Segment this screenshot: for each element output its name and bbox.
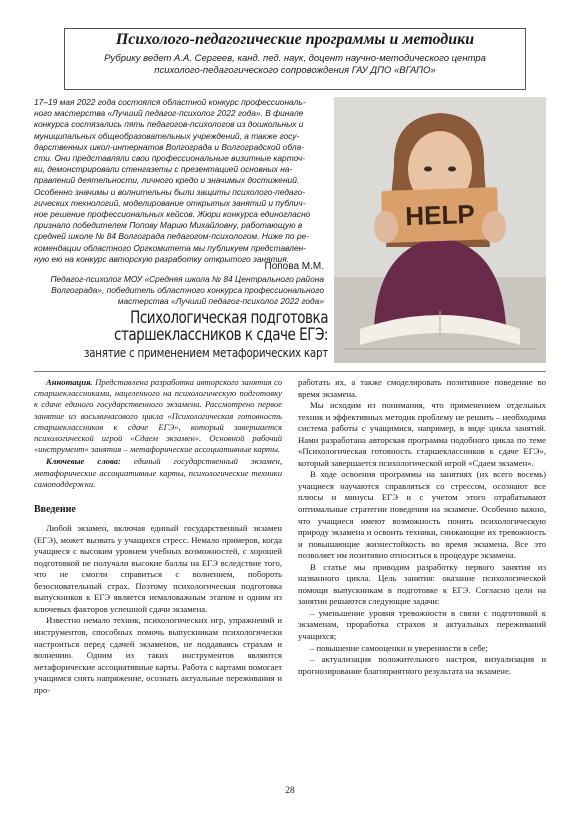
body-paragraph: Мы исходим из понимания, что применением отдельных техник и эффективных методик проблему не решить – необходима система работы с учащимися, например, в виде цикла занятий. Нами разработана авторская программа подобного цикла по теме «Психологическая готовность старшеклассников к сдаче ЕГЭ», который завершается психологической игрой «Сдаем экзамен». (298, 400, 546, 468)
author-name: Попова М.М. (264, 261, 324, 272)
photo-illustration (334, 97, 546, 363)
body-paragraph: В статье мы приводим разработку первого занятия из названного цикла. Цель занятия: оказание психологической помощи выпускникам в подготовке к ЕГЭ. Согласно цели на занятии решаются следующие задачи: (298, 561, 546, 607)
task-list-item: – повышение самооценки и уверенности в себе; (310, 642, 488, 653)
author-affiliation: Педагог-психолог МОУ «Средняя школа № 84 Центрального района Волгограда», победитель областного конкурса профессионального мастерства «Лучший педагог-психолог 2022 года» (50, 274, 324, 306)
left-column (34, 377, 282, 696)
keywords-label: Ключевые слова: (46, 456, 121, 467)
task-list-item: – уменьшение уровня тревожности в связи с подготовкой к экзаменам, проработка страхов и актуальных переживаний учащихся; (298, 607, 546, 642)
section-heading-introduction: Введение (34, 504, 76, 516)
photo-eye-left (424, 167, 432, 172)
intro-paragraph: 17–19 мая 2022 года состоялся областной конкурс профессиональ- ного мастерства «Лучший педагог-психолог 2022 года». В финале конкурса состязались пять педагогов-психологов из дошкольных и муниципальных общеобразовательных учреждений, а также госу- дарственных школ-интернатов Волгограда и Волгоградской обла- сти. Они представляли свои профессиональные визитные карточ- ки, демонстрировали стенгазеты с презентацией основных на- правлений деятельности, личного кредо и значимых достижений. Особенно значимы и волнительны были защиты психолого-педаго- гических технологий, моделирование открытых занятий и публич- ное решение профессиональных кейсов. Жюри конкурса единогласно признало победителем Попову Марию Михайловну, работающую в средней школе № 84 Волгограда педагогом-психологом. Ниже по ре- комендации областного Оргкомитета мы публикуем представлен- ную ею на конкурс авторскую разработку открытого занятия. (34, 97, 311, 264)
annotation-label: Аннотация. (46, 377, 93, 387)
article-subtitle: занятие с применением метафорических карт (83, 346, 328, 360)
body-paragraph: работать их, а также смоделировать позитивное поведение во время экзамена. (298, 377, 546, 399)
keywords (34, 456, 282, 490)
student-help-photo (334, 97, 546, 363)
rubric-subtitle-line1: Рубрику ведет А.А. Сергеев, канд. пед. наук, доцент научно-методического центра (104, 53, 486, 64)
rubric-subtitle (65, 53, 525, 77)
page-number: 28 (285, 786, 295, 796)
photo-eye-right (448, 167, 456, 172)
photo-help-text: HELP (404, 198, 476, 232)
task-list-item: – актуализация положительного настроя, визуализация и прогнозирование благоприятного результата на экзамене. (298, 654, 546, 676)
article-title: Психологическая подготовка старшеклассников к сдаче ЕГЭ: (114, 308, 328, 344)
rubric-title: Психолого-педагогические программы и методики (115, 31, 475, 48)
right-column (298, 377, 546, 677)
keywords-text: единый государственный экзамен, метафорические ассоциативные карты, психологические техники самоподдержки. (34, 456, 282, 489)
photo-hand-left (374, 211, 398, 243)
rubric-header (64, 28, 526, 90)
section-divider (34, 371, 546, 372)
body-paragraph: В ходе освоения программы на занятиях (их всего восемь) учащиеся научаются справляться со стрессом, осознают все плюсы и минусы ЕГЭ и с учетом этого отрабатывают оптимальные стратегии поведения на экзамене. Особенно важно, что учащиеся имеют возможность понять психологическую природу экзамена и освоить техники, снижающие их тревожность и повышающие жизнестойкость во время экзамена. Все это позволяет им позитивно относиться к процедуре экзамена. (298, 469, 546, 561)
annotation-text: Представлена разработка авторского занятия со старшеклассниками, нацеленного на психологическую подготовку к сдаче единого государственного экзамена. Рассмотрено первое занятие из восьмичасового цикла «Психологическая готовность старшеклассников к сдаче ЕГЭ», который завершается психологической игрой «Сдаем экзамен». Основной рабочий «инструмент» занятия – метафорические ассоциативные карты. (34, 377, 282, 455)
photo-hand-right (482, 211, 506, 243)
body-paragraph: Известно немало техник, психологических игр, упражнений и инструментов, способных помочь выпускникам психологически настроиться перед сдачей экзаменов, не поддаваясь страхам и волнению. Одним из таких инструментов являются метафорические ассоциативные карты. Работа с картами помогает учащимся снять напряжение, осознать актуальные переживания и про- (34, 615, 282, 695)
annotation (34, 377, 282, 455)
body-paragraph: Любой экзамен, включая единый государственный экзамен (ЕГЭ), может вызвать у учащихся стресс. Немало примеров, когда учащиеся с высоким уровнем учебных возможностей, с хорошей подготовкой не получали высокие баллы на ЕГЭ вследствие того, что не смогли справиться с волнением, побороть безосновательный страх. Поэтому психологическая подготовка выпускников к ЕГЭ является немаловажным этапом и одним из ключевых факторов успешной сдачи экзамена. (34, 523, 282, 614)
rubric-subtitle-line2: психолого-педагогического сопровождения ГАУ ДПО «ВГАПО» (154, 65, 436, 76)
